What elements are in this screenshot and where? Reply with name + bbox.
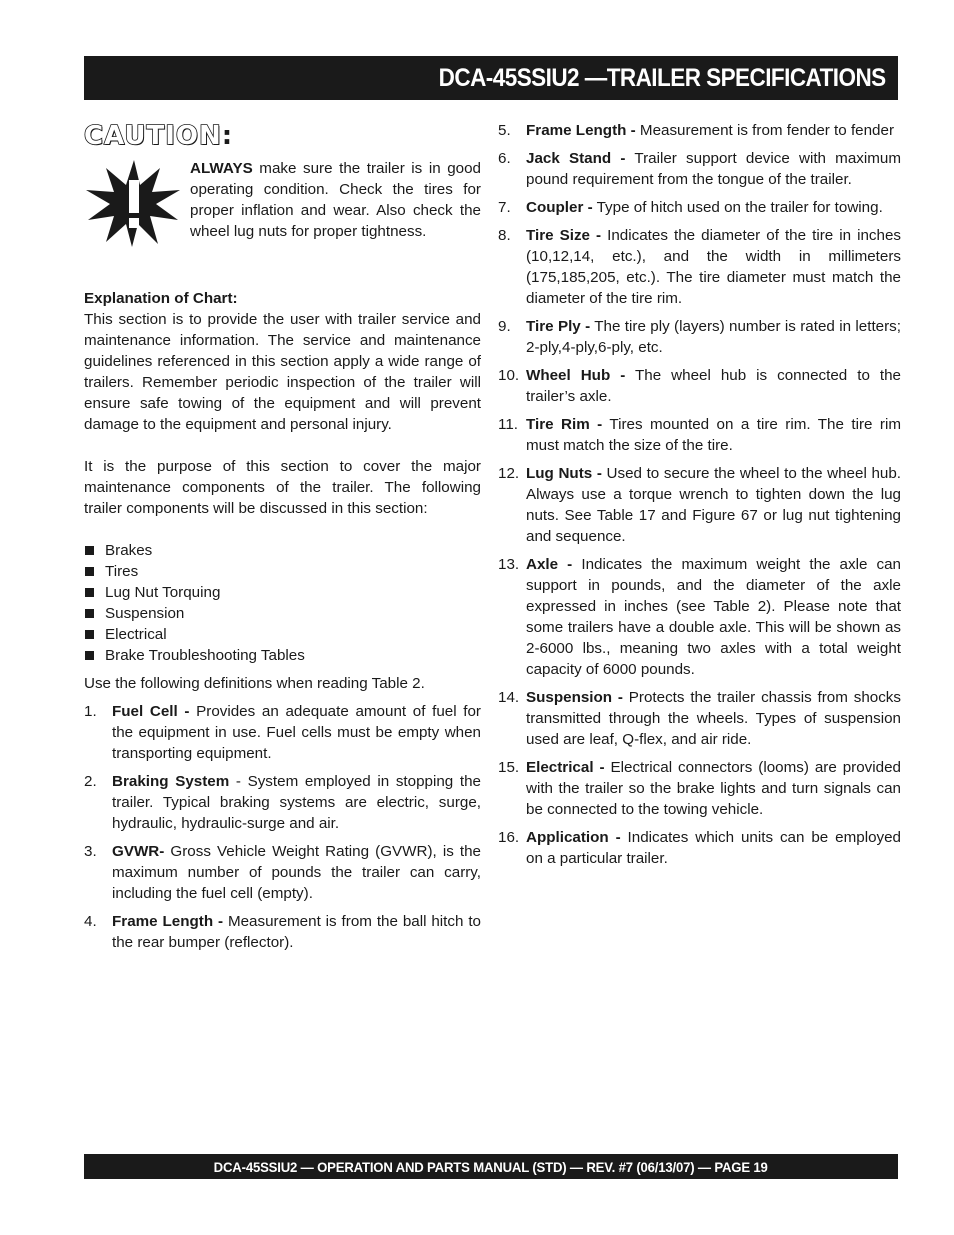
left-column: [84, 120, 481, 960]
page-footer: [84, 1154, 898, 1179]
definition-item: 10. Wheel Hub - The wheel hub is connected to the trailer’s axle.: [498, 367, 901, 405]
definition-item: 8. Tire Size - Indicates the diameter of the tire in inches (10,12,14, etc.), and the width in millimeters (175,185,205, etc.). The tire diameter must match the diameter of the tire rim.: [498, 227, 901, 307]
list-item: Lug Nut Torquing: [84, 582, 481, 603]
square-bullet-icon: [85, 651, 94, 660]
definition-item: 7. Coupler - Type of hitch used on the trailer for towing.: [498, 199, 883, 216]
definitions-intro: Use the following definitions when reading Table 2.: [84, 675, 425, 692]
caution-word: CAUTION: [84, 121, 222, 151]
square-bullet-icon: [85, 588, 94, 597]
caution-body: make sure the trailer is in good operating condition. Check the tires for proper inflation and wear. Also check the wheel lug nuts for proper tightness.: [190, 160, 481, 240]
square-bullet-icon: [85, 546, 94, 555]
explanation-paragraph-2: It is the purpose of this section to cover the major maintenance components of the trailer. The following trailer components will be discussed in this section:: [84, 458, 481, 517]
definition-item: 15. Electrical - Electrical connectors (looms) are provided with the trailer so the brake lights and turn signals can be connected to the towing vehicle.: [498, 759, 901, 818]
list-item: Brake Troubleshooting Tables: [84, 645, 481, 666]
definition-item: 5. Frame Length - Measurement is from fender to fender: [498, 122, 895, 139]
definition-item: 4. Frame Length - Measurement is from the ball hitch to the rear bumper (reflector).: [84, 913, 481, 951]
square-bullet-icon: [85, 567, 94, 576]
page-header: [84, 56, 898, 100]
page-title: DCA-45SSIU2 —TRAILER SPECIFICATIONS: [439, 63, 886, 92]
definition-item: 16. Application - Indicates which units can be employed on a particular trailer.: [498, 829, 902, 867]
list-item: Suspension: [84, 603, 481, 624]
caution-exclamation-icon: [84, 158, 184, 248]
definition-item: 9. Tire Ply - The tire ply (layers) number is rated in letters; 2-ply,4-ply,6-ply, etc.: [498, 318, 901, 356]
explanation-heading: Explanation of Chart:: [84, 290, 238, 307]
definition-item: 3. GVWR- Gross Vehicle Weight Rating (GVWR), is the maximum number of pounds the trailer can carry, including the fuel cell (empty).: [84, 843, 481, 902]
definition-item: 2. Braking System - System employed in stopping the trailer. Typical braking systems are electric, surge, hydraulic, hydraulic-surge and air.: [84, 773, 482, 832]
definition-item: 6. Jack Stand - Trailer support device with maximum pound requirement from the tongue of the trailer.: [498, 150, 901, 188]
caution-lead-word: ALWAYS: [190, 160, 253, 177]
list-item: Tires: [84, 561, 481, 582]
definition-item: 12. Lug Nuts - Used to secure the wheel to the wheel hub. Always use a torque wrench to tighten down the lug nuts. See Table 17 and Figure 67 or lug nut tightening and sequence.: [498, 465, 902, 545]
footer-text: DCA-45SSIU2 — OPERATION AND PARTS MANUAL (STD) — REV. #7 (06/13/07) — PAGE 19: [214, 1158, 768, 1175]
definition-item: 13. Axle - Indicates the maximum weight the axle can support in pounds, and the diameter of the axle expressed in inches (see Table 2). Please note that some trailers have a double axle. This will be shown as 2-6000 lbs., meaning two axles with a total weight capacity of 6000 pounds.: [498, 556, 902, 678]
definition-item: 1. Fuel Cell - Provides an adequate amount of fuel for the equipment in use. Fuel cells must be empty when transporting equipment.: [84, 703, 481, 762]
square-bullet-icon: [85, 609, 94, 618]
caution-message: [190, 158, 481, 242]
right-column: [498, 120, 901, 876]
caution-heading: [84, 118, 481, 154]
explanation-paragraph-1: This section is to provide the user with trailer service and maintenance information. The service and maintenance guidelines referenced in this section apply a wide range of trailers. Remember periodic inspection of the trailer will ensure safe towing of the equipment and will prevent damage to the equipment and personal injury.: [84, 311, 481, 433]
caution-block: [84, 158, 481, 248]
caution-colon: :: [221, 121, 234, 151]
definition-item: 14. Suspension - Protects the trailer chassis from shocks transmitted through the wheels. Types of suspension used are leaf, Q-flex, and air ride.: [498, 689, 901, 748]
square-bullet-icon: [85, 630, 94, 639]
list-item: Brakes: [84, 540, 481, 561]
component-list: [84, 540, 481, 666]
list-item: Electrical: [84, 624, 481, 645]
definition-item: 11. Tire Rim - Tires mounted on a tire rim. The tire rim must match the size of the tire.: [498, 416, 901, 454]
